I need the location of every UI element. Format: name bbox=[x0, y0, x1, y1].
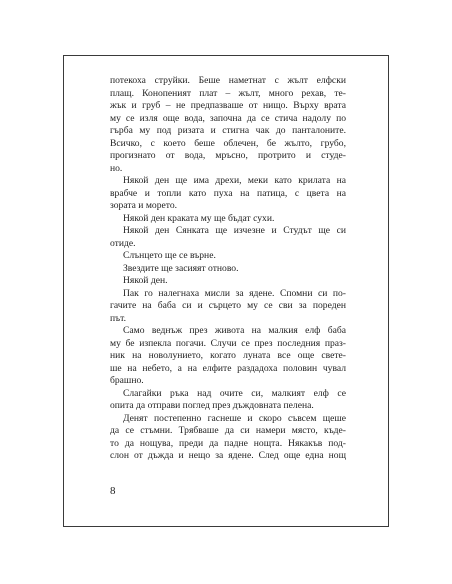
text-line: плащ. Конопеният плат – жълт, много рехав, те- bbox=[110, 87, 346, 99]
paragraph bbox=[110, 275, 346, 288]
paragraph bbox=[110, 388, 346, 413]
paragraph bbox=[110, 213, 346, 226]
text-line: потекоха струйки. Беше наметнат с жълт елфски bbox=[110, 75, 346, 86]
text-line: жък и груб – не предпазваше от нищо. Върху врата bbox=[110, 100, 346, 111]
paragraph bbox=[110, 288, 346, 326]
text-line: гърба му под ризата и стигна чак до панталоните. bbox=[110, 125, 346, 136]
paragraph bbox=[110, 250, 346, 263]
text-line: да се стъмни. Трябваше да си намери място, къде- bbox=[110, 425, 346, 436]
text-line: Някой ден ще има дрехи, меки като крилата на bbox=[123, 175, 346, 186]
text-line: Слагайки ръка над очите си, малкият елф се bbox=[123, 387, 346, 399]
text-line: Някой ден. bbox=[123, 275, 168, 286]
page-text bbox=[110, 75, 346, 463]
text-line: Някой ден краката му ще бъдат сухи. bbox=[123, 212, 275, 224]
text-line: врабче и топли като пуха на патица, с цвета на bbox=[110, 187, 346, 199]
text-line: но. bbox=[110, 162, 123, 174]
text-line: ше на небето, а на елфите раздадоха половин чувал bbox=[110, 362, 346, 374]
text-line: слон от дъжда и нещо за ядене. След още една нощ bbox=[110, 450, 346, 461]
text-line: Звездите ще засияят отново. bbox=[123, 262, 239, 274]
text-line: Някой ден Сянката ще изчезне и Студът ще си bbox=[123, 225, 346, 236]
text-line: то да нощува, преди да падне нощта. Някакъв под- bbox=[110, 437, 346, 449]
paragraph bbox=[110, 75, 346, 175]
paragraph bbox=[110, 225, 346, 250]
text-line: отиде. bbox=[110, 237, 136, 249]
text-line: Слънцето ще се върне. bbox=[123, 250, 216, 261]
book-page bbox=[63, 55, 389, 527]
text-line: прогизнато от вода, мръсно, протрито и студе- bbox=[110, 150, 346, 161]
text-line: път. bbox=[110, 312, 126, 324]
paragraph bbox=[110, 325, 346, 388]
text-line: Само веднъж през живота на малкия елф баба bbox=[123, 325, 346, 336]
text-line: ник на новолунието, когато луната все още свете- bbox=[110, 350, 346, 361]
text-line: Всичко, с което беше облечен, бе жълто, грубо, bbox=[110, 137, 346, 149]
text-line: зората и морето. bbox=[110, 200, 178, 211]
text-line: му се изля още вода, започна да се стича надолу по bbox=[110, 112, 346, 124]
text-line: брашно. bbox=[110, 375, 144, 386]
text-line: Денят постепенно гаснеше и скоро съвсем щеше bbox=[123, 412, 346, 424]
text-line: му бе изпекла погачи. Случи се през последния праз- bbox=[110, 337, 346, 349]
paragraph bbox=[110, 413, 346, 463]
text-line: гачите на баба си и сърцето му се сви за пореден bbox=[110, 300, 346, 311]
text-line: опита да отправи поглед през дъждовната пелена. bbox=[110, 400, 314, 411]
text-line: Пак го налегнаха мисли за ядене. Спомни си по- bbox=[123, 287, 346, 299]
page-number: 8 bbox=[110, 485, 116, 497]
paragraph bbox=[110, 263, 346, 276]
paragraph bbox=[110, 175, 346, 213]
